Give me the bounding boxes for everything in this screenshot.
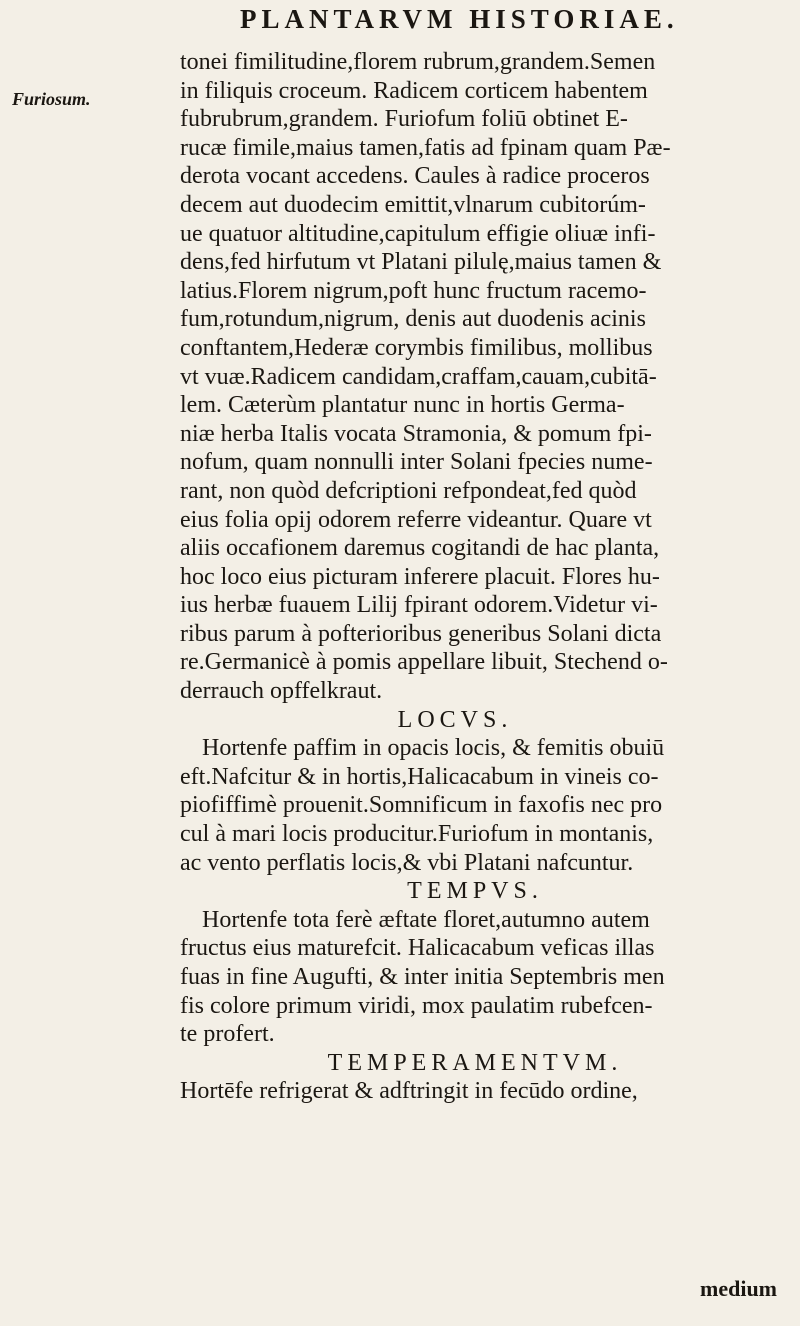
text-line: decem aut duodecim emittit,vlnarum cubitorúm- [180,191,646,218]
text-line: nofum, quam nonnulli inter Solani fpecies nume- [180,449,653,476]
text-line: tonei fimilitudine,florem rubrum,grandem.Semen [180,49,656,75]
text-line: eius folia opij odorem referre videantur. Quare vt [180,506,652,533]
catchword: medium [700,1276,777,1301]
text-line: fructus eius maturefcit. Halicacabum veficas illas [180,935,655,962]
paragraph-description [180,48,770,706]
text-line: ius herbæ fuauem Lilij fpirant odorem.Videtur vi- [180,592,658,619]
body-text [180,48,770,1106]
text-line: latius.Florem nigrum,poft hunc fructum racemo- [180,277,647,304]
paragraph-tempus [180,906,770,1049]
paragraph-temperamentum [180,1077,770,1106]
text-line: in filiquis croceum. Radicem corticem habentem [180,77,648,104]
text-line: fubrubrum,grandem. Furiofum foliū obtinet E- [180,106,628,133]
text-line: ribus parum à pofterioribus generibus Solani dicta [180,620,662,647]
text-line: derota vocant accedens. Caules à radice proceros [180,163,650,190]
paragraph-locus [180,734,770,877]
text-line: re.Germanicè à pomis appellare libuit, Stechend o- [180,649,668,676]
text-line: derrauch opffelkraut. [180,678,383,705]
text-line: lem. Cæterùm plantatur nunc in hortis Germa- [180,392,625,419]
text-line: fis colore primum viridi, mox paulatim rubefcen- [180,992,653,1019]
text-line: vt vuæ.Radicem candidam,craffam,cauam,cubitā- [180,363,657,390]
text-line: Hortenfe tota ferè æftate floret,autumno autem [202,906,650,933]
section-heading-tempus: TEMPVS. [407,878,543,905]
text-line: hoc loco eius picturam inferere placuit. Flores hu- [180,563,660,590]
text-line: ac vento perflatis locis,& vbi Platani nafcuntur. [180,849,634,876]
text-line: piofiffimè prouenit.Somnificum in faxofis nec pro [180,792,663,819]
text-line: dens,fed hirfutum vt Platani pilulę,maius tamen & [180,249,662,276]
section-heading-temperamentum: TEMPERAMENTVM. [327,1049,623,1076]
text-line: fum,rotundum,nigrum, denis aut duodenis acinis [180,306,646,333]
text-line: rucæ fimile,maius tamen,fatis ad fpinam quam Pæ- [180,134,671,161]
text-line: niæ herba Italis vocata Stramonia, & pomum fpi- [180,420,652,447]
text-line: aliis occafionem daremus cogitandi de hac planta, [180,535,660,562]
text-line: Hortēfe refrigerat & adftringit in fecūdo ordine, [180,1078,638,1105]
text-line: cul à mari locis producitur.Furiofum in montanis, [180,821,654,848]
text-line: fuas in fine Augufti, & inter initia Septembris men [180,964,665,990]
text-line: conftantem,Hederæ corymbis fimilibus, mollibus [180,334,653,361]
running-head: PLANTARVM HISTORIAE. [240,4,679,34]
section-heading-locus: LOCVS. [397,706,513,733]
text-line: te profert. [180,1021,275,1048]
margin-note: Furiosum. [12,89,91,109]
text-line: ue quatuor altitudine,capitulum effigie oliuæ infi- [180,220,656,247]
text-line: rant, non quòd defcriptioni refpondeat,fed quòd [180,477,637,504]
text-line: eft.Nafcitur & in hortis,Halicacabum in vineis co- [180,763,659,790]
text-line: Hortenfe paffim in opacis locis, & femitis obuiū [202,735,665,762]
